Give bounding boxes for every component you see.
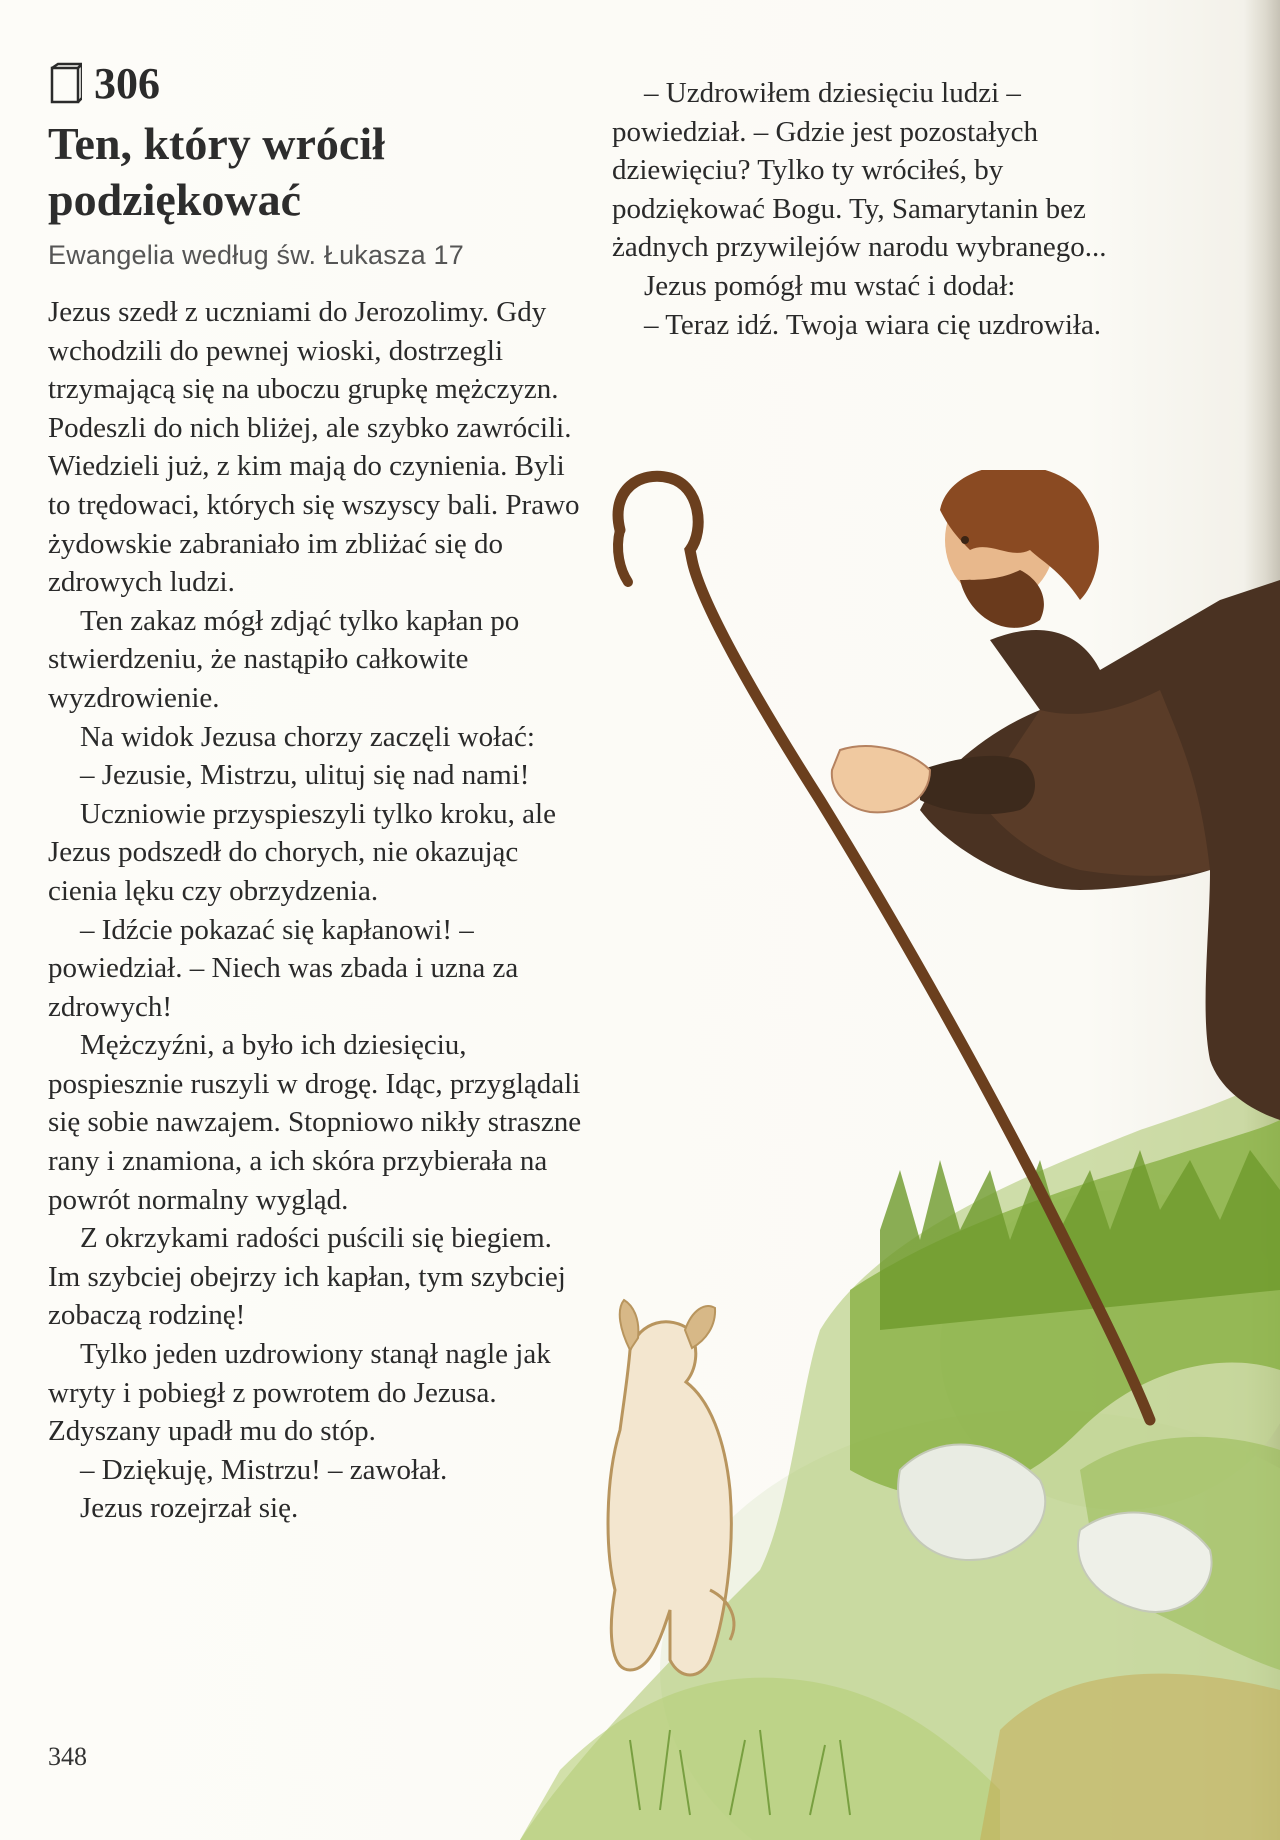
paragraph: – Dziękuję, Mistrzu! – zawołał. — [80, 1453, 448, 1486]
page-number: 348 — [48, 1742, 87, 1771]
paragraph: – Idźcie pokazać się kapłanowi! – powiedział. – Niech was zbada i uzna za zdrowych! — [48, 913, 519, 1023]
shepherd-figure — [832, 470, 1280, 1120]
paragraph: Uczniowie przyspieszyli tylko kroku, ale Jezus podszedł do chorych, nie okazując cienia lęku czy obrzydzenia. — [48, 797, 556, 907]
paragraph: Tylko jeden uzdrowiony stanął nagle jak wryty i pobiegł z powrotem do Jezusa. Zdyszany upadł mu do stóp. — [48, 1338, 551, 1448]
paragraph: – Teraz idź. Twoja wiara cię uzdrowiła. — [644, 308, 1102, 341]
paragraph: Jezus pomógł mu wstać i dodał: — [644, 269, 1016, 302]
book-icon — [48, 62, 82, 106]
left-body-text — [48, 293, 588, 1528]
paragraph: Jezus szedł z uczniami do Jerozolimy. Gdy wchodzili do pewnej wioski, dostrzegli trzymającą się na uboczu grupkę mężczyzn. Podeszli do nich bliżej, ale szybko zawrócili. Wiedzieli już, z kim mają do czynienia. Byli to trędowaci, których się wszyscy bali. Prawo żydowskie zabraniało im zbliżać się do zdrowych ludzi. — [48, 296, 580, 599]
story-header — [48, 59, 588, 108]
sheep-dog — [608, 1300, 734, 1675]
illustration-shepherd-and-dog — [520, 470, 1280, 1840]
story-number: 306 — [94, 59, 160, 108]
story-source: Ewangelia według św. Łukasza 17 — [48, 240, 464, 270]
left-column — [48, 59, 588, 1528]
paragraph: Mężczyźni, a było ich dziesięciu, pospiesznie ruszyli w drogę. Idąc, przyglądali się sobie nawzajem. Stopniowo nikły straszne rany i znamiona, a ich skóra przybierała na powrót normalny wygląd. — [48, 1029, 582, 1216]
paragraph: Jezus rozejrzał się. — [80, 1492, 299, 1525]
story-title-line1: Ten, który wrócił — [48, 118, 385, 169]
paragraph: Ten zakaz mógł zdjąć tylko kapłan po stwierdzeniu, że nastąpiło całkowite wyzdrowienie. — [48, 604, 520, 714]
paragraph: Z okrzykami radości puścili się biegiem. Im szybciej obejrzy ich kapłan, tym szybciej zobaczą rodzinę! — [48, 1222, 566, 1332]
paragraph: – Uzdrowiłem dziesięciu ludzi – powiedział. – Gdzie jest pozostałych dziewięciu? Tylko ty wróciłeś, by podziękować Bogu. Ty, Samarytanin bez żadnych przywilejów narodu wybranego... — [612, 77, 1107, 264]
story-title-line2: podziękować — [48, 174, 301, 225]
right-column — [612, 74, 1132, 344]
paragraph: – Jezusie, Mistrzu, ulituj się nad nami! — [80, 759, 530, 792]
paragraph: Na widok Jezusa chorzy zaczęli wołać: — [80, 720, 535, 753]
story-title — [48, 116, 588, 228]
